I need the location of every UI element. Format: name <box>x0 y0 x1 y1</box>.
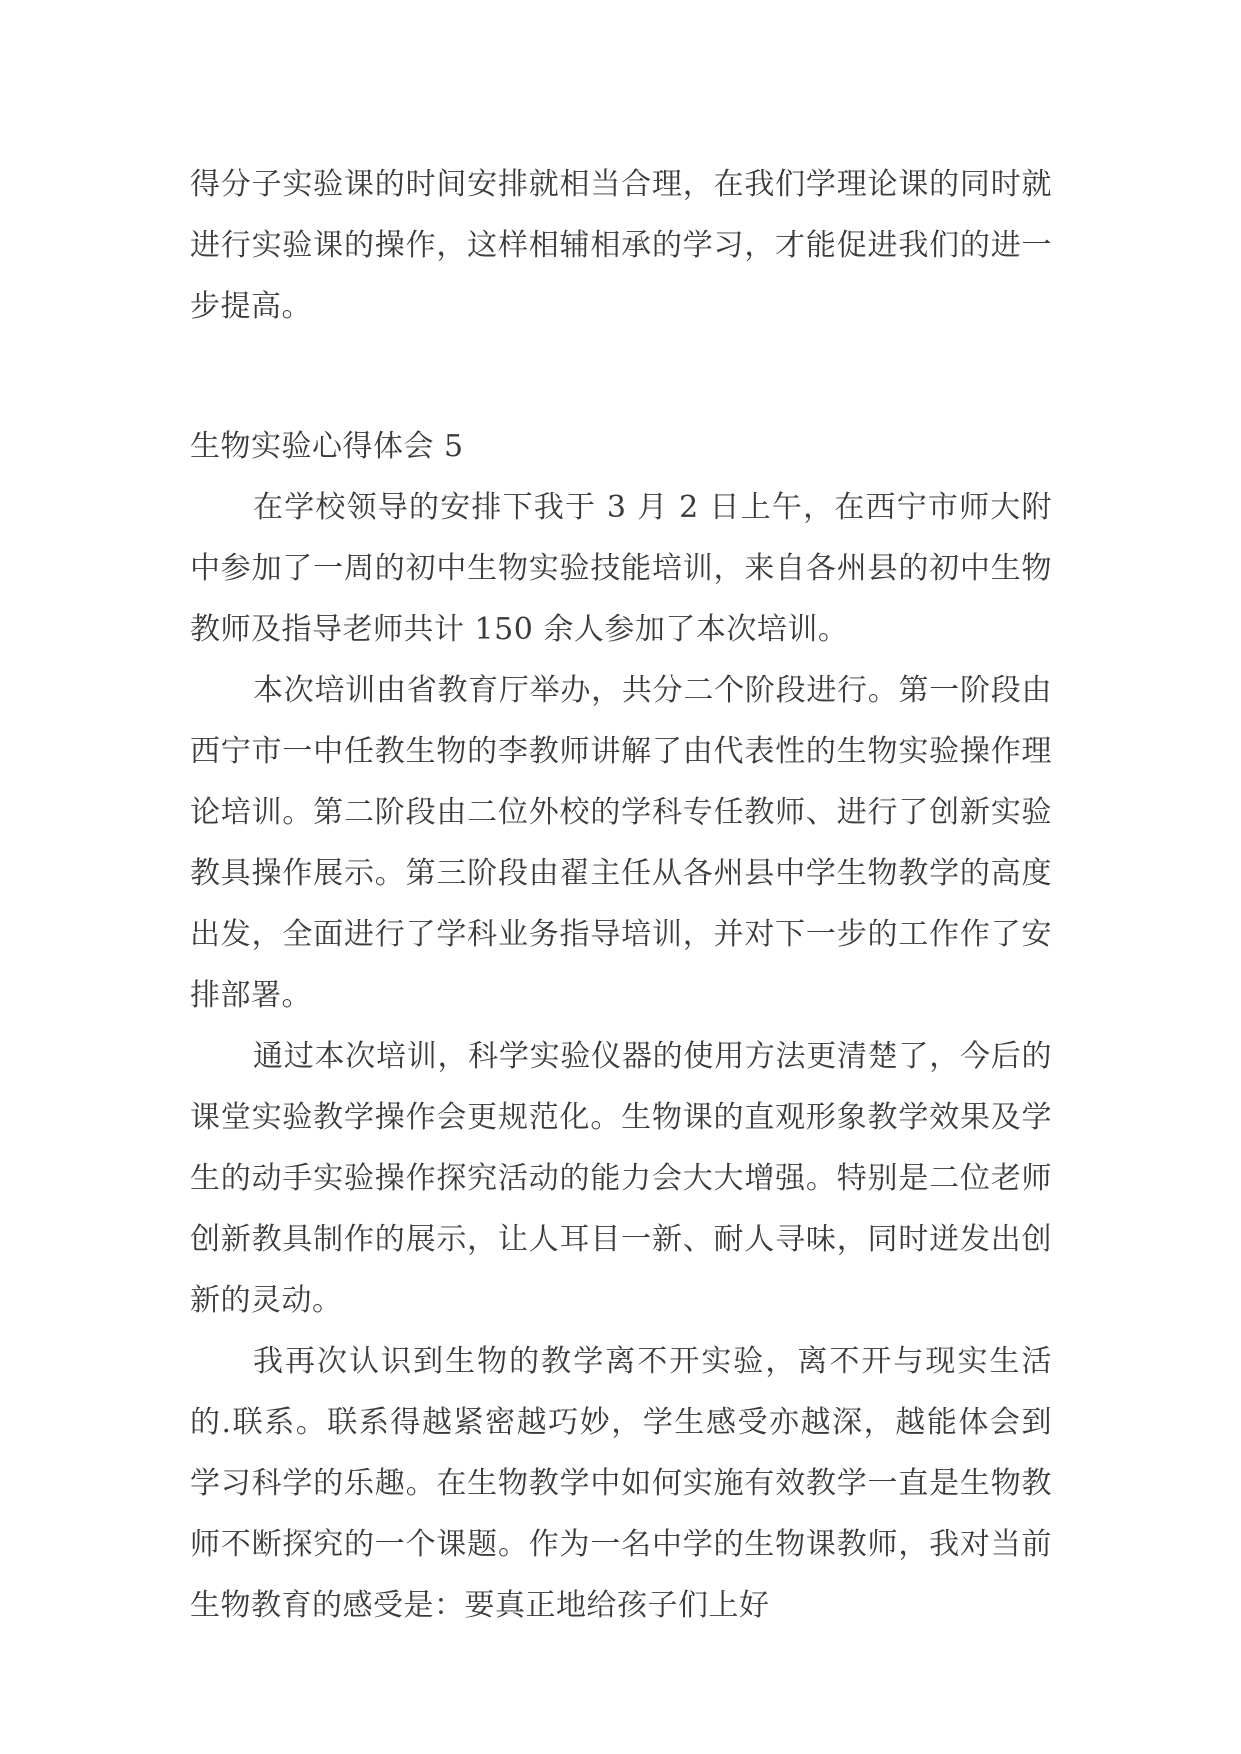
body-paragraph: 本次培训由省教育厅举办，共分二个阶段进行。第一阶段由西宁市一中任教生物的李教师讲解了由代表性的生物实验操作理论培训。第二阶段由二位外校的学科专任教师、进行了创新实验教具操作展示。第三阶段由翟主任从各州县中学生物教学的高度出发，全面进行了学科业务指导培训，并对下一步的工作作了安排部署。 <box>190 673 1052 1013</box>
continuation-paragraph: 得分子实验课的时间安排就相当合理，在我们学理论课的同时就进行实验课的操作，这样相辅相承的学习，才能促进我们的进一步提高。 <box>190 167 1052 324</box>
body-paragraph: 通过本次培训，科学实验仪器的使用方法更清楚了，今后的课堂实验教学操作会更规范化。生物课的直观形象教学效果及学生的动手实验操作探究活动的能力会大大增强。特别是二位老师创新教具制作的展示，让人耳目一新、耐人寻味，同时迸发出创新的灵动。 <box>190 1039 1052 1318</box>
body-paragraph: 我再次认识到生物的教学离不开实验，离不开与现实生活的.联系。联系得越紧密越巧妙，学生感受亦越深，越能体会到学习科学的乐趣。在生物教学中如何实施有效教学一直是生物教师不断探究的一个课题。作为一名中学的生物课教师，我对当前生物教育的感受是：要真正地给孩子们上好 <box>190 1344 1052 1623</box>
body-paragraph: 在学校领导的安排下我于 3 月 2 日上午，在西宁市师大附中参加了一周的初中生物实验技能培训，来自各州县的初中生物教师及指导老师共计 150 余人参加了本次培训。 <box>190 490 1052 647</box>
section-title: 生物实验心得体会 5 <box>190 429 464 464</box>
document-body <box>190 154 1052 1636</box>
